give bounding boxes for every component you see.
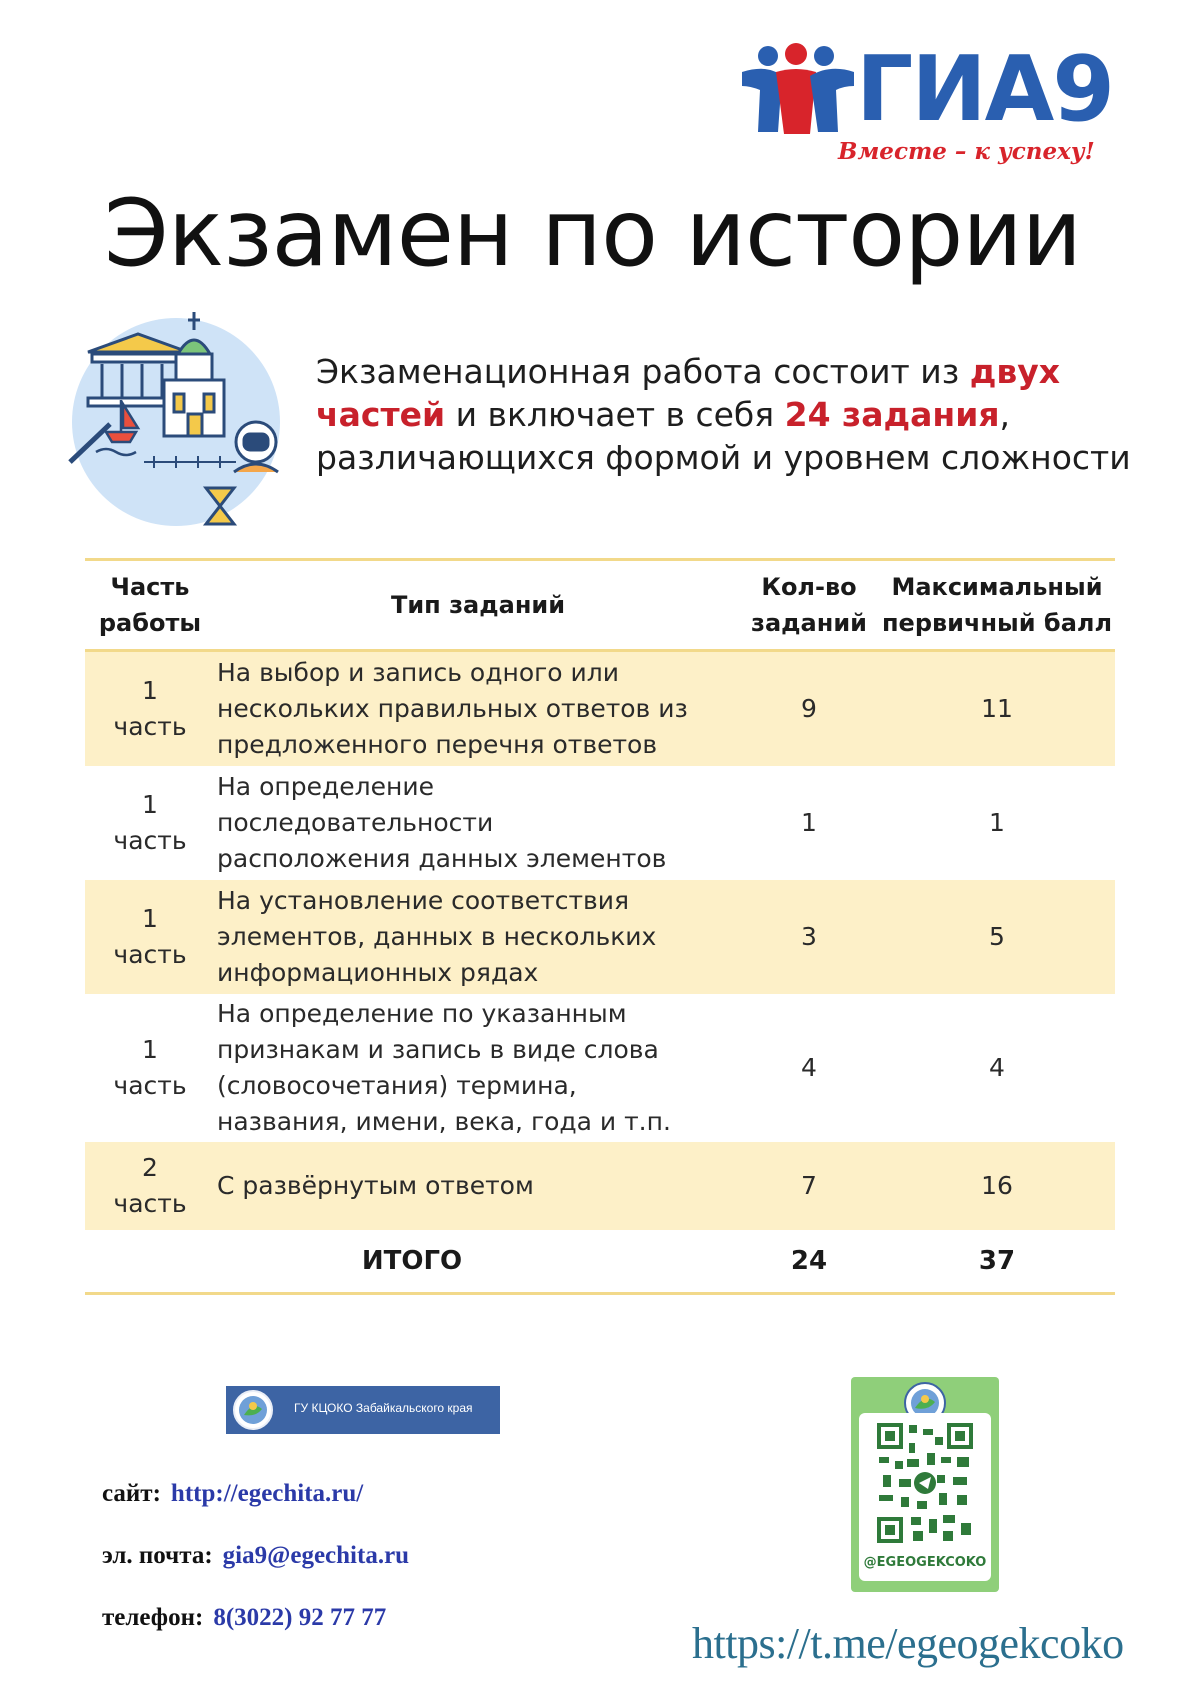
table-total-row — [85, 1230, 1115, 1292]
contact-site — [102, 1480, 363, 1508]
cell-max: 4 — [989, 1053, 1005, 1082]
type-line: С развёрнутым ответом — [217, 1171, 534, 1200]
total-count: 24 — [790, 1246, 828, 1276]
table-row — [85, 652, 1115, 766]
header-max-line2: первичный балл — [881, 609, 1113, 637]
intro-text — [316, 350, 1156, 479]
intro-highlight-tasks: 24 задания — [784, 395, 1000, 434]
telegram-link[interactable]: https://t.me/egeogekcoko — [692, 1619, 1124, 1668]
header-count-line2: заданий — [751, 609, 867, 637]
gia9-logo — [738, 37, 1113, 174]
cell-count: 7 — [801, 1171, 817, 1200]
cell-part — [85, 901, 215, 973]
cell-type — [215, 883, 739, 991]
type-line: названия, имени, века, года и т.п. — [217, 1107, 671, 1136]
table-row — [85, 1142, 1115, 1230]
part-number: 1 — [142, 790, 158, 819]
part-number: 1 — [142, 1035, 158, 1064]
intro-part3: , различающихся формой и уровнем сложности — [316, 395, 1131, 477]
phone-value[interactable]: 8(3022) 92 77 77 — [213, 1604, 387, 1631]
part-word: часть — [113, 712, 187, 741]
qr-code-icon — [877, 1423, 973, 1543]
logo-name: ГИА9 — [856, 37, 1113, 142]
part-number: 1 — [142, 904, 158, 933]
type-line: последовательности — [217, 808, 494, 837]
email-link[interactable]: gia9@egechita.ru — [222, 1542, 410, 1569]
table-header-row — [85, 561, 1115, 652]
phone-label: телефон: — [102, 1604, 204, 1631]
cell-count: 1 — [801, 808, 817, 837]
type-line: На определение — [217, 772, 434, 801]
type-line: На определение по указанным — [217, 999, 627, 1028]
table-row — [85, 880, 1115, 994]
qr-label: @EGEOGEKCOKO — [863, 1555, 987, 1570]
part-number: 1 — [142, 676, 158, 705]
header-part-line2: работы — [98, 609, 202, 637]
cell-part — [85, 673, 215, 745]
cell-count: 4 — [801, 1053, 817, 1082]
cell-max: 5 — [989, 922, 1005, 951]
intro-part1: Экзаменационная работа состоит из — [316, 352, 970, 391]
part-word: часть — [113, 940, 187, 969]
qr-card[interactable] — [851, 1377, 999, 1592]
header-type: Тип заданий — [390, 591, 566, 619]
cell-type — [215, 1168, 739, 1204]
cell-type — [215, 655, 739, 763]
cell-type — [215, 996, 739, 1140]
header-count-line1: Кол-во — [761, 573, 857, 601]
cell-count: 3 — [801, 922, 817, 951]
type-line: (словосочетания) термина, — [217, 1071, 577, 1100]
logo-slogan: Вместе – к успеху! — [838, 138, 1095, 165]
intro-highlight-parts: двух частей — [316, 352, 1061, 434]
type-line: нескольких правильных ответов из — [217, 694, 688, 723]
org-banner[interactable] — [226, 1386, 500, 1434]
total-label: ИТОГО — [361, 1246, 463, 1276]
part-number: 2 — [142, 1153, 158, 1182]
emblem-icon — [232, 1389, 274, 1431]
intro-part2: и включает в себя — [445, 395, 785, 434]
history-illustration-icon — [66, 312, 286, 532]
qr-panel — [859, 1413, 991, 1581]
cell-part — [85, 787, 215, 859]
cell-type — [215, 769, 739, 877]
exam-structure-table — [85, 558, 1115, 1295]
type-line: информационных рядах — [217, 958, 539, 987]
header-max — [879, 569, 1115, 641]
type-line: На установление соответствия — [217, 886, 630, 915]
type-line: предложенного перечня ответов — [217, 730, 658, 759]
email-label: эл. почта: — [102, 1542, 213, 1569]
header-count — [739, 569, 879, 641]
contact-email — [102, 1542, 409, 1570]
part-word: часть — [113, 826, 187, 855]
page-title: Экзамен по истории — [104, 179, 1082, 287]
header-part — [85, 569, 215, 641]
cell-max: 11 — [981, 694, 1013, 723]
cell-part — [85, 1032, 215, 1104]
table-row — [85, 994, 1115, 1142]
cell-max: 16 — [981, 1171, 1013, 1200]
type-line: элементов, данных в нескольких — [217, 922, 657, 951]
people-logo-icon — [738, 42, 858, 142]
cell-part — [85, 1150, 215, 1222]
part-word: часть — [113, 1071, 187, 1100]
type-line: расположения данных элементов — [217, 844, 667, 873]
cell-max: 1 — [989, 808, 1005, 837]
org-banner-text: ГУ КЦОКО Забайкальского края — [294, 1401, 473, 1415]
part-word: часть — [113, 1189, 187, 1218]
header-part-line1: Часть — [110, 573, 190, 601]
type-line: признакам и запись в виде слова — [217, 1035, 659, 1064]
table-row — [85, 766, 1115, 880]
site-label: сайт: — [102, 1480, 161, 1507]
cell-count: 9 — [801, 694, 817, 723]
contact-phone — [102, 1604, 386, 1632]
site-link[interactable]: http://egechita.ru/ — [170, 1480, 364, 1507]
total-max: 37 — [978, 1246, 1016, 1276]
type-line: На выбор и запись одного или — [217, 658, 619, 687]
header-max-line1: Максимальный — [891, 573, 1103, 601]
